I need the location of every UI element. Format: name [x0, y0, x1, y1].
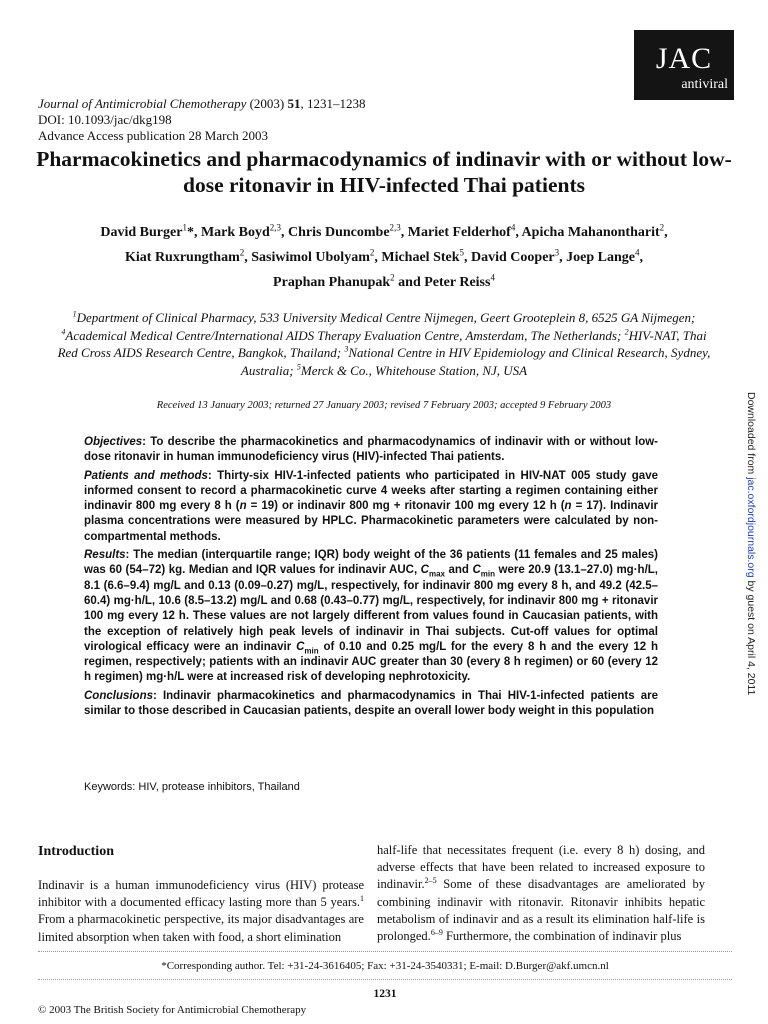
- affiliation-mark: 3: [344, 344, 349, 354]
- abstract-results-text: were 20.9 (13.1–27.0) mg·h/L, 8.1 (6.6–9.4) mg/L and 0.13 (0.09–0.27) mg/L, respectively, for indinavir 800 mg every 8 h, and 49.2 (42.5–60.4) mg·h/L, 10.6 (8.5–13.2) mg/L and 0.68 (0.43–0.77) mg/L, respectively, for indinavir 800 mg + ritonavir 100 mg every 12 h. These values are not largely different from values found in Caucasian patients, with the exception of relatively high peak levels of indinavir in Thai subjects. Cut-off values for optimal virological efficacy were an indinavir: [84, 564, 658, 653]
- body-column-right: [377, 842, 705, 945]
- journal-name: Journal of Antimicrobial Chemotherapy: [38, 96, 247, 111]
- abstract-conclusions-text: : Indinavir pharmacokinetics and pharmacodynamics in Thai HIV-1-infected patients are similar to those described in Caucasian patients, despite an overall lower body weight in this population: [84, 689, 658, 718]
- author-name: Michael Stek: [381, 250, 460, 265]
- author-affiliation-mark: 2: [390, 272, 395, 283]
- page-number: 1231: [373, 988, 397, 1000]
- author-list: [28, 220, 740, 295]
- abstract-methods-text: = 17). Indinavir plasma concentrations were measured by HPLC. Pharmacokinetic parameters were calculated by non-compartmental methods.: [84, 500, 658, 543]
- author-affiliation-mark: 2,3: [269, 222, 282, 233]
- abstract-objectives: [84, 435, 658, 466]
- cmax-symbol: C: [420, 564, 429, 577]
- received-dates: Received 13 January 2003; returned 27 January 2003; revised 7 February 2003; accepted 9 February 2003: [156, 400, 612, 411]
- citation-ref[interactable]: 1: [360, 894, 364, 904]
- author-separator: ,: [244, 250, 252, 265]
- abstract: [84, 435, 658, 722]
- article-title: Pharmacokinetics and pharmacodynamics of indinavir with or without low-dose ritonavir in HIV-infected Thai patients: [36, 147, 732, 197]
- abstract-n-symbol: n: [239, 500, 247, 513]
- author-separator: ,: [281, 225, 289, 240]
- affiliation-text: Department of Clinical Pharmacy, 533 University Medical Centre Nijmegen, Geert Grooteplein 8, 6525 GA Nijmegen;: [76, 310, 696, 325]
- author-affiliation-mark: 4: [634, 247, 640, 258]
- author-separator: ,: [639, 250, 643, 265]
- abstract-methods: [84, 469, 658, 545]
- journal-logo: [634, 30, 734, 100]
- download-note-text: [744, 392, 758, 695]
- author-affiliation-mark: 2: [369, 247, 375, 258]
- affiliation-mark: 5: [296, 362, 301, 372]
- author-separator: *,: [186, 225, 201, 240]
- author-separator: and: [394, 275, 425, 290]
- abstract-conclusions-label: Conclusions: [84, 689, 154, 702]
- affiliations: [50, 309, 718, 379]
- author-name: David Burger: [100, 225, 183, 240]
- journal-volume: 51: [287, 96, 301, 111]
- journal-citation: [38, 96, 366, 112]
- journal-info: [38, 96, 366, 144]
- author-name: Kiat Ruxrungtham: [125, 250, 240, 265]
- abstract-conclusions: [84, 689, 658, 720]
- affiliation-text: National Centre in HIV Epidemiology and Clinical Research, Sydney, Australia;: [240, 345, 711, 378]
- abstract-methods-label: Patients and methods: [84, 469, 208, 482]
- author-name: Peter Reiss: [424, 275, 491, 290]
- body-column-left: [38, 877, 364, 946]
- author-name: David Cooper: [471, 250, 555, 265]
- abstract-objectives-label: Objectives: [84, 436, 143, 448]
- abstract-n-symbol: n: [564, 500, 572, 513]
- abstract-results-text: of 0.10 and 0.25 mg/L for the every 8 h and the every 12 h regimen, respectively; patients with an indinavir AUC greater than 30 (every 8 h regimen) or 60 (every 12 h regimen) mg·h/L were at increased risk of developing nephrotoxicity.: [84, 640, 658, 684]
- affiliation-mark: 2: [624, 327, 629, 337]
- author-name: Apicha Mahanontharit: [521, 225, 660, 240]
- cmin-symbol: C: [472, 564, 481, 577]
- author-affiliation-mark: 4: [490, 272, 495, 283]
- body-text: half-life that necessitates frequent (i.e. every 8 h) dosing, and adverse effects that have been related to increased exposure to indinavir.: [377, 843, 705, 892]
- download-link[interactable]: jac.oxfordjournals.org: [745, 477, 757, 578]
- author-affiliation-mark: 2: [659, 222, 665, 233]
- author-name: Chris Duncombe: [288, 225, 390, 240]
- keywords: Keywords: HIV, protease inhibitors, Thailand: [84, 781, 300, 793]
- author-separator: ,: [464, 250, 472, 265]
- abstract-methods-text: : Thirty-six HIV-1-infected patients who participated in HIV-NAT 005 study gave informed consent to record a pharmacokinetic curve 4 weeks after starting a regimen containing either indinavir 800 mg every 8 h (: [84, 469, 658, 513]
- author-affiliation-mark: 2: [239, 247, 245, 258]
- body-text: From a pharmacokinetic perspective, its major disadvantages are limited absorption when taken with food, a short elimination: [38, 912, 364, 944]
- author-affiliation-mark: 4: [510, 222, 516, 233]
- citation-ref[interactable]: 2–5: [424, 876, 437, 886]
- author-separator: ,: [559, 250, 567, 265]
- author-name: Joep Lange: [566, 250, 635, 265]
- author-affiliation-mark: 3: [554, 247, 560, 258]
- section-heading-introduction: Introduction: [38, 844, 114, 859]
- author-affiliation-mark: 2,3: [389, 222, 401, 233]
- affiliation-text: HIV-NAT, Thai Red Cross AIDS Research Centre, Bangkok, Thailand;: [57, 327, 707, 361]
- journal-doi: DOI: 10.1093/jac/dkg198: [38, 112, 172, 127]
- corresponding-author: *Corresponding author. Tel: +31-24-3616405; Fax: +31-24-3540331; E-mail: D.Burger@akf.umcn.nl: [161, 960, 609, 972]
- footer-divider: [38, 979, 732, 980]
- author-separator: ,: [400, 225, 408, 240]
- author-separator: ,: [374, 250, 382, 265]
- footnote-divider: [38, 951, 732, 952]
- author-affiliation-mark: 5: [459, 247, 465, 258]
- body-text: Some of these disadvantages are ameliorated by combining indinavir with ritonavir. Ritonavir inhibits hepatic metabolism of indinavir and as a result its elimination half-life is prolonged.: [377, 877, 705, 944]
- abstract-results-text: : The median (interquartile range; IQR) body weight of the 36 patients (11 females and 25 males) was 60 (54–72) kg. Median and IQR values for indinavir AUC,: [84, 549, 658, 577]
- author-name: Mariet Felderhof: [407, 225, 511, 240]
- affiliation-text: Merck & Co., Whitehouse Station, NJ, USA: [300, 362, 528, 378]
- body-text: Furthermore, the combination of indinavir plus: [442, 929, 682, 944]
- author-name: Mark Boyd: [200, 225, 270, 240]
- abstract-objectives-text: : To describe the pharmacokinetics and pharmacodynamics of indinavir with or without low-dose ritonavir in human immunodeficiency virus (HIV)-infected Thai patients.: [84, 436, 658, 464]
- download-suffix: by guest on April 4, 2011: [745, 577, 757, 696]
- author-affiliation-mark: 1: [182, 222, 187, 233]
- logo-sub-text: antiviral: [681, 77, 728, 92]
- citation-ref[interactable]: 6–9: [430, 927, 443, 937]
- affiliation-text: Academical Medical Centre/International AIDS Therapy Evaluation Centre, Amsterdam, The Netherlands;: [65, 327, 625, 343]
- abstract-methods-text: = 19) or indinavir 800 mg + ritonavir 100 mg every 12 h (: [246, 500, 565, 513]
- logo-main-text: JAC: [655, 42, 713, 75]
- download-prefix: Downloaded from: [745, 392, 757, 478]
- cmin-symbol: C: [296, 640, 305, 653]
- journal-advance-access: Advance Access publication 28 March 2003: [38, 128, 268, 143]
- journal-pages: , 1231–1238: [300, 96, 366, 111]
- cmin-subscript: min: [304, 646, 319, 656]
- cmax-subscript: max: [428, 569, 445, 579]
- download-note: [743, 392, 759, 696]
- author-separator: ,: [664, 225, 668, 240]
- author-separator: ,: [515, 225, 522, 240]
- journal-year: (2003): [249, 96, 285, 111]
- author-name: Praphan Phanupak: [273, 275, 391, 290]
- abstract-results-label: Results: [84, 549, 126, 562]
- abstract-results: [84, 548, 658, 686]
- author-name: Sasiwimol Ubolyam: [251, 250, 370, 265]
- body-text: Indinavir is a human immunodeficiency virus (HIV) protease inhibitor with a documented efficacy lasting more than 5 years.: [38, 878, 364, 910]
- copyright-notice: © 2003 The British Society for Antimicrobial Chemotherapy: [38, 1004, 307, 1016]
- abstract-results-text: and: [444, 564, 473, 577]
- affiliation-mark: 1: [72, 309, 77, 319]
- cmin-subscript: min: [480, 569, 495, 579]
- affiliation-mark: 4: [61, 327, 66, 337]
